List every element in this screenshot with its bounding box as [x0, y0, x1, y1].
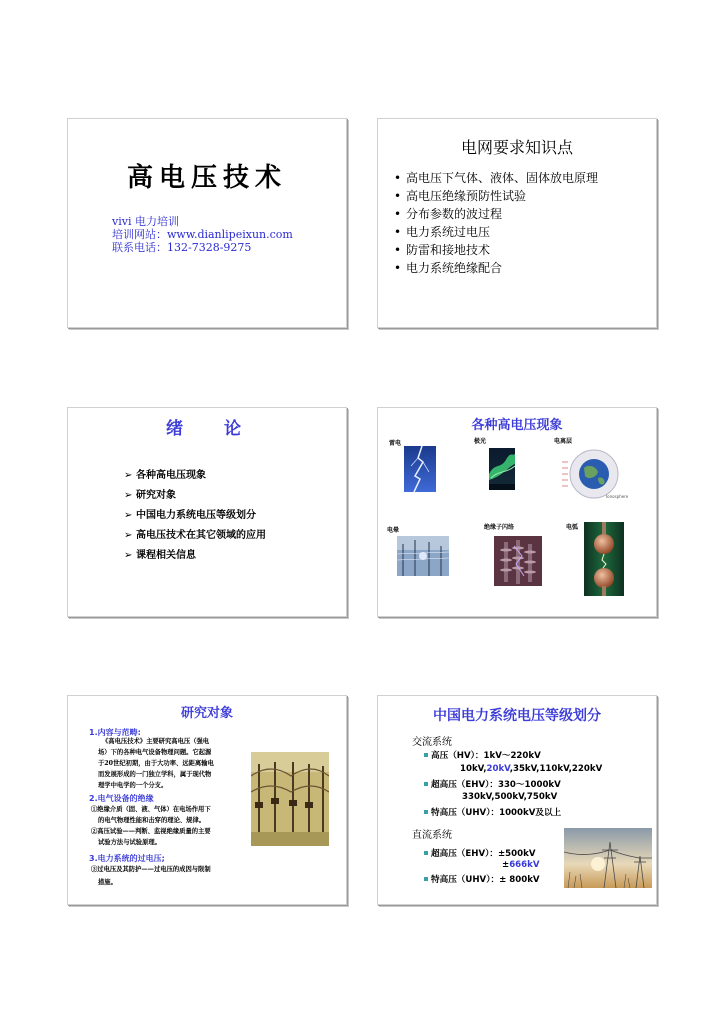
- list-item: • 电力系统绝缘配合: [394, 261, 503, 275]
- ionosphere-caption: Ionosphere: [606, 494, 628, 499]
- section-2-line: ①绝缘介质（固、液、气体）在电场作用下: [91, 806, 211, 813]
- slide-knowledge-points[interactable]: [377, 118, 657, 328]
- course-title: 高电压技术: [126, 163, 287, 193]
- section-2-line: 的电气物理性能和击穿的理论、规律。: [98, 817, 206, 824]
- section-1-line: 而发展形成的一门独立学科，属于现代物: [98, 771, 212, 778]
- list-item: • 防雷和接地技术: [394, 243, 491, 257]
- section-3-heading: 3.电力系统的过电压;: [89, 854, 165, 863]
- list-item: ➢ 各种高电压现象: [124, 466, 266, 486]
- section-1-line: 《高电压技术》主要研究高电压（强电: [102, 738, 210, 745]
- list-item: • 高电压绝缘预防性试验: [394, 189, 527, 203]
- slide-title-text: 中国电力系统电压等级划分: [433, 708, 601, 724]
- section-3-line: ③过电压及其防护——过电压的成因与限制: [91, 866, 211, 873]
- bullet-list: [394, 169, 598, 277]
- label-ionosphere: 电离层: [554, 438, 573, 445]
- slide-voltage-levels[interactable]: [377, 695, 657, 905]
- ehv-item: 超高压（EHV）：330～1000kV: [424, 778, 561, 790]
- arrow-icon: ➢: [124, 510, 133, 521]
- hv-values: 10kV,20kV,35kV,110kV,220kV: [460, 764, 603, 774]
- list-item: • 高电压下气体、液体、固体放电原理: [394, 171, 599, 185]
- section-1-line: 场）下的各种电气设备物理问题。它起源: [98, 749, 212, 756]
- ac-system-heading: 交流系统: [412, 737, 452, 748]
- org-name: vivi 电力培训: [112, 215, 179, 228]
- label-lightning: 雷电: [389, 440, 402, 447]
- section-1-heading: 1.内容与范畴:: [89, 728, 141, 737]
- flashover-image: [494, 536, 542, 586]
- list-item: • 分布参数的波过程: [394, 207, 503, 221]
- square-bullet-icon: [424, 753, 428, 757]
- ehv-values: 330kV,500kV,750kV: [462, 792, 558, 802]
- square-bullet-icon: [424, 877, 428, 881]
- slide-title-text: 各种高电压现象: [471, 418, 563, 433]
- arrow-icon: ➢: [124, 490, 133, 501]
- section-3-line: 措施。: [98, 879, 117, 886]
- square-bullet-icon: [424, 851, 428, 855]
- slide-title-text: 电网要求知识点: [460, 138, 573, 157]
- arrow-icon: ➢: [124, 550, 133, 561]
- hv-item: 高压（HV）：1kV～220kV: [424, 749, 541, 761]
- dc-uhv-item: 特高压（UHV）：± 800kV: [424, 873, 540, 885]
- list-item: • 电力系统过电压: [394, 225, 491, 239]
- section-2-line: 试验方法与试验原理。: [98, 839, 161, 846]
- slide-introduction[interactable]: [67, 407, 347, 617]
- section-2-line: ②高压试验——判断、监视绝缘质量的主要: [91, 828, 211, 835]
- transmission-tower-image: [564, 828, 652, 888]
- label-corona: 电晕: [387, 527, 400, 534]
- list-item: ➢ 中国电力系统电压等级划分: [124, 506, 266, 526]
- aurora-image: [489, 448, 515, 490]
- list-item: ➢ 研究对象: [124, 486, 266, 506]
- title-char-2: 论: [224, 419, 241, 439]
- label-flashover: 绝缘子闪络: [484, 524, 515, 531]
- uhv-item: 特高压（UHV）：1000kV及以上: [424, 806, 561, 818]
- phone: 联系电话：132-7328-9275: [112, 241, 252, 254]
- title-char-1: 绪: [166, 419, 185, 439]
- substation-image: [251, 752, 329, 846]
- slide-hv-phenomena[interactable]: [377, 407, 657, 617]
- dc-ehv-item: 超高压（EHV）：±500kV: [424, 847, 535, 859]
- slide-title[interactable]: [67, 118, 347, 328]
- arrow-icon: ➢: [124, 530, 133, 541]
- arrow-icon: ➢: [124, 470, 133, 481]
- label-aurora: 极光: [474, 438, 487, 445]
- contact-info: [112, 215, 293, 254]
- slide-research-object[interactable]: [67, 695, 347, 905]
- lightning-image: [404, 446, 436, 492]
- arc-image: [584, 522, 624, 596]
- dc-666-value: ±666kV: [502, 860, 540, 870]
- corona-image: [397, 536, 449, 576]
- section-2-heading: 2.电气设备的绝缘: [89, 794, 154, 803]
- ionosphere-image: [558, 448, 628, 500]
- dc-system-heading: 直流系统: [412, 830, 452, 841]
- slide-title-text: 研究对象: [180, 706, 233, 721]
- list-item: ➢ 高电压技术在其它领域的应用: [124, 526, 266, 546]
- square-bullet-icon: [424, 782, 428, 786]
- square-bullet-icon: [424, 810, 428, 814]
- section-1-line: 于20世纪初期，由于大功率、远距离输电: [98, 760, 214, 767]
- list-item: ➢ 课程相关信息: [124, 546, 266, 566]
- section-1-line: 理学中电学的一个分支。: [98, 782, 168, 789]
- website: 培训网站：www.dianlipeixun.com: [112, 228, 293, 241]
- outline-list: [124, 466, 266, 566]
- label-arc: 电弧: [566, 524, 579, 531]
